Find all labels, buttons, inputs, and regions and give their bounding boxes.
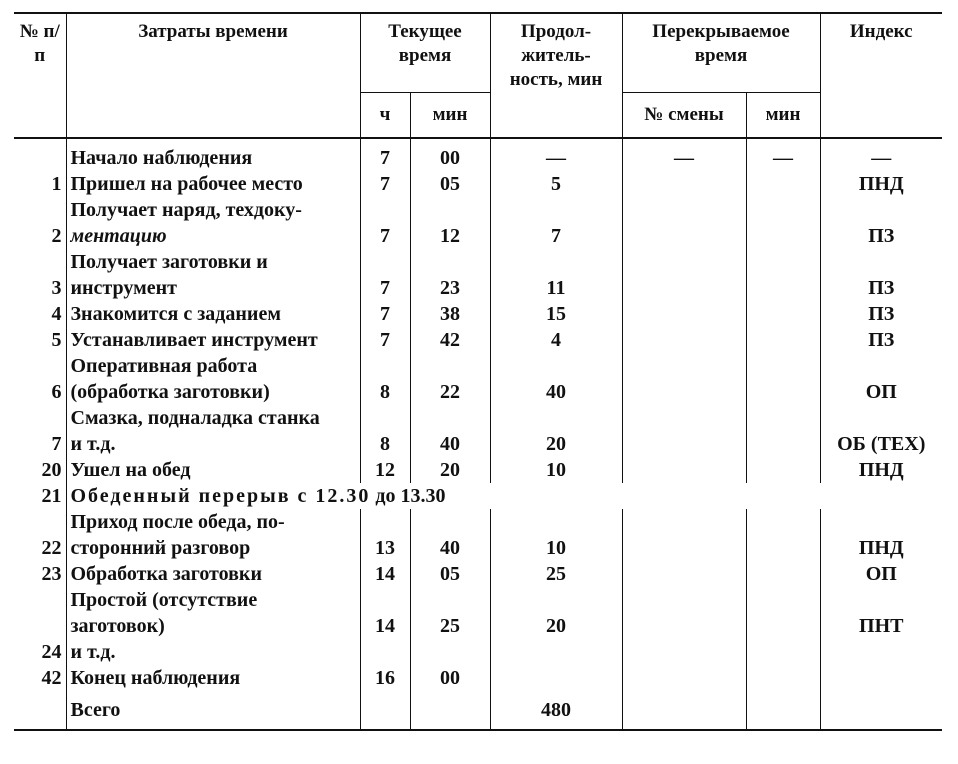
header-current-h: ч xyxy=(360,93,410,139)
table-header xyxy=(14,13,942,138)
row-number: 42 xyxy=(14,665,66,691)
row-index: ПНД xyxy=(820,457,942,483)
row-description: Конец наблюдения xyxy=(66,665,360,691)
table-row-total xyxy=(14,691,942,730)
row-duration: 20 xyxy=(490,587,622,665)
header-num: № п/п xyxy=(14,13,66,138)
row-overlap-min: — xyxy=(746,138,820,171)
row-number: 4 xyxy=(14,301,66,327)
table-row xyxy=(14,509,942,561)
row-description: Приход после обеда, по- сторонний разговор xyxy=(66,509,360,561)
row-shift xyxy=(622,327,746,353)
row-duration: 25 xyxy=(490,561,622,587)
row-duration: 5 xyxy=(490,171,622,197)
table-row xyxy=(14,587,942,665)
row-overlap-min xyxy=(746,197,820,249)
header-overlap: Перекрываемое время xyxy=(622,13,820,93)
table-row xyxy=(14,457,942,483)
row-overlap-min xyxy=(746,301,820,327)
row-index xyxy=(820,665,942,691)
row-overlap-min xyxy=(746,509,820,561)
row-shift xyxy=(622,301,746,327)
row-number: 6 xyxy=(14,353,66,405)
row-shift xyxy=(622,587,746,665)
table-row xyxy=(14,665,942,691)
row-number: 24 xyxy=(14,587,66,665)
row-hour: 7 xyxy=(360,327,410,353)
row-description: Пришел на рабочее место xyxy=(66,171,360,197)
row-duration: — xyxy=(490,138,622,171)
row-hour: 16 xyxy=(360,665,410,691)
header-current-time: Текущее время xyxy=(360,13,490,93)
row-overlap-min xyxy=(746,405,820,457)
row-overlap-min xyxy=(746,561,820,587)
row-description: Начало наблюдения xyxy=(66,138,360,171)
row-overlap-min xyxy=(746,171,820,197)
row-duration xyxy=(490,665,622,691)
row-index: ОП xyxy=(820,561,942,587)
row-shift xyxy=(622,353,746,405)
total-duration: 480 xyxy=(490,691,622,730)
row-minute: 38 xyxy=(410,301,490,327)
row-shift xyxy=(622,171,746,197)
table-row xyxy=(14,197,942,249)
row-description: Знакомится с заданием xyxy=(66,301,360,327)
table-row xyxy=(14,353,942,405)
row-number: 20 xyxy=(14,457,66,483)
row-index xyxy=(820,691,942,730)
row-minute: 00 xyxy=(410,138,490,171)
row-hour: 14 xyxy=(360,561,410,587)
time-observation-table xyxy=(14,12,942,731)
row-hour: 7 xyxy=(360,171,410,197)
table-row xyxy=(14,171,942,197)
row-index: ОП xyxy=(820,353,942,405)
row-minute: 25 xyxy=(410,587,490,665)
row-number: 5 xyxy=(14,327,66,353)
row-description: Обработка заготовки xyxy=(66,561,360,587)
row-shift xyxy=(622,405,746,457)
row-number: 22 xyxy=(14,509,66,561)
row-description: Оперативная работа (обработка заготовки) xyxy=(66,353,360,405)
row-index: ПЗ xyxy=(820,301,942,327)
row-minute: 05 xyxy=(410,171,490,197)
row-overlap-min xyxy=(746,457,820,483)
row-number: 1 xyxy=(14,171,66,197)
row-minute: 00 xyxy=(410,665,490,691)
row-minute xyxy=(410,691,490,730)
row-minute: 42 xyxy=(410,327,490,353)
row-minute: 22 xyxy=(410,353,490,405)
header-overlap-shift: № смены xyxy=(622,93,746,139)
row-description: Устанавливает инструмент xyxy=(66,327,360,353)
row-index: ПНД xyxy=(820,509,942,561)
row-duration: 11 xyxy=(490,249,622,301)
table-row-lunch xyxy=(14,483,942,509)
row-description: Смазка, подналадка станка и т.д. xyxy=(66,405,360,457)
row-description: Простой (отсутствие заготовок) и т.д. xyxy=(66,587,360,665)
row-number: 21 xyxy=(14,483,66,509)
table-row xyxy=(14,561,942,587)
table-row xyxy=(14,249,942,301)
row-duration: 10 xyxy=(490,509,622,561)
row-hour: 7 xyxy=(360,197,410,249)
row-overlap-min xyxy=(746,691,820,730)
table-row xyxy=(14,327,942,353)
row-index: ОБ (ТЕХ) xyxy=(820,405,942,457)
row-hour: 8 xyxy=(360,353,410,405)
row-shift xyxy=(622,457,746,483)
header-duration: Продол- житель- ность, мин xyxy=(490,13,622,138)
row-index: ПЗ xyxy=(820,249,942,301)
row-overlap-min xyxy=(746,327,820,353)
row-shift xyxy=(622,561,746,587)
header-cost: Затраты времени xyxy=(66,13,360,138)
row-hour: 7 xyxy=(360,249,410,301)
row-duration: 15 xyxy=(490,301,622,327)
row-index: — xyxy=(820,138,942,171)
row-number: 7 xyxy=(14,405,66,457)
row-number xyxy=(14,691,66,730)
row-duration: 4 xyxy=(490,327,622,353)
header-index: Индекс xyxy=(820,13,942,138)
row-duration: 10 xyxy=(490,457,622,483)
row-hour xyxy=(360,691,410,730)
row-number: 2 xyxy=(14,197,66,249)
row-shift xyxy=(622,691,746,730)
row-minute: 20 xyxy=(410,457,490,483)
row-hour: 8 xyxy=(360,405,410,457)
row-hour: 14 xyxy=(360,587,410,665)
row-number: 3 xyxy=(14,249,66,301)
row-overlap-min xyxy=(746,665,820,691)
row-minute: 40 xyxy=(410,509,490,561)
lunch-break-text: Обеденный перерыв с 12.30 до 13.30 xyxy=(66,483,942,509)
header-overlap-min: мин xyxy=(746,93,820,139)
row-shift xyxy=(622,249,746,301)
row-overlap-min xyxy=(746,249,820,301)
row-minute: 12 xyxy=(410,197,490,249)
row-description: Ушел на обед xyxy=(66,457,360,483)
table-row xyxy=(14,138,942,171)
row-description: Получает заготовки и инструмент xyxy=(66,249,360,301)
row-index: ПЗ xyxy=(820,327,942,353)
row-duration: 20 xyxy=(490,405,622,457)
row-shift: — xyxy=(622,138,746,171)
row-number: 23 xyxy=(14,561,66,587)
row-index: ПНТ xyxy=(820,587,942,665)
row-duration: 40 xyxy=(490,353,622,405)
row-hour: 12 xyxy=(360,457,410,483)
row-minute: 40 xyxy=(410,405,490,457)
row-minute: 05 xyxy=(410,561,490,587)
table-row xyxy=(14,301,942,327)
row-number xyxy=(14,138,66,171)
row-overlap-min xyxy=(746,587,820,665)
row-shift xyxy=(622,509,746,561)
header-current-min: мин xyxy=(410,93,490,139)
row-hour: 7 xyxy=(360,301,410,327)
row-overlap-min xyxy=(746,353,820,405)
row-hour: 7 xyxy=(360,138,410,171)
row-description: Получает наряд, техдоку- ментацию xyxy=(66,197,360,249)
row-shift xyxy=(622,197,746,249)
row-hour: 13 xyxy=(360,509,410,561)
row-shift xyxy=(622,665,746,691)
row-minute: 23 xyxy=(410,249,490,301)
table-body xyxy=(14,138,942,730)
row-index: ПЗ xyxy=(820,197,942,249)
row-index: ПНД xyxy=(820,171,942,197)
row-duration: 7 xyxy=(490,197,622,249)
total-label: Всего xyxy=(66,691,360,730)
table-row xyxy=(14,405,942,457)
